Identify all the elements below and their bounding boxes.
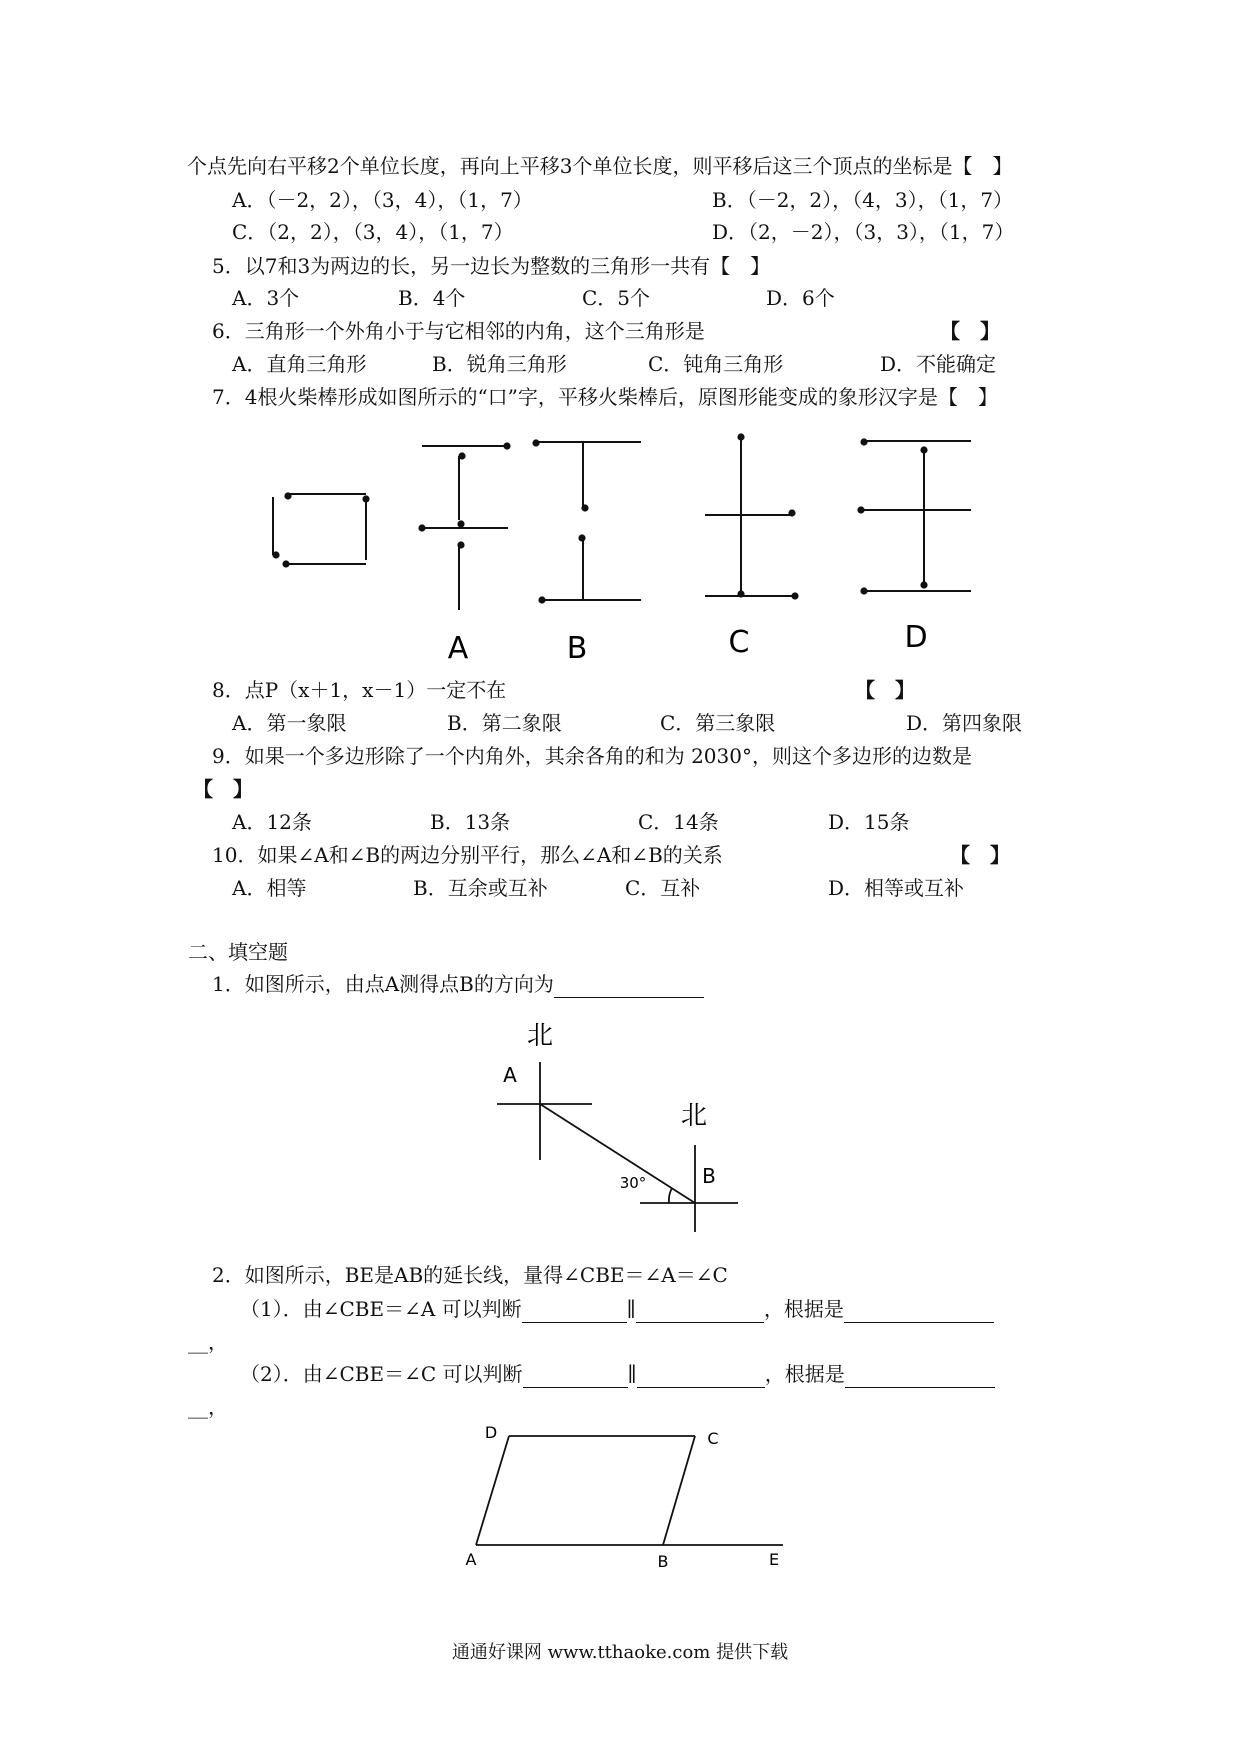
fill2-part1-basis: ，根据是 <box>763 1297 844 1321</box>
q7-stem: 7．4根火柴棒形成如图所示的“口”字，平移火柴棒后，原图形能变成的象形汉字是【 】 <box>212 385 998 409</box>
q10-stem: 10．如果∠A和∠B的两边分别平行，那么∠A和∠B的关系 <box>212 843 723 867</box>
fill2-part1-blank-1[interactable] <box>522 1300 627 1323</box>
point-b-label: B <box>657 1552 669 1570</box>
fill2-part2-text: （2）．由∠CBE＝∠C 可以判断 <box>240 1362 523 1386</box>
q7-label-a: A <box>447 631 469 666</box>
q5-option-c: C．5个 <box>582 286 651 310</box>
q8-option-a: A．第一象限 <box>232 711 347 735</box>
point-c-label: C <box>707 1429 719 1448</box>
q7-label-c: C <box>728 625 750 660</box>
fill2-part1-basis-blank[interactable] <box>844 1300 994 1323</box>
point-a-label: A <box>503 1063 517 1087</box>
q4-option-b: B．（－2，2），（4，3），（1，7） <box>712 188 1014 212</box>
fill2-part2-basis: ，根据是 <box>764 1362 845 1386</box>
q10-option-d: D．相等或互补 <box>828 876 965 900</box>
fill2-parallelogram-diagram <box>450 1420 800 1570</box>
fill2-stem: 2．如图所示，BE是AB的延长线，量得∠CBE＝∠A＝∠C <box>212 1263 728 1287</box>
q9-answer-bracket: 【 】 <box>193 777 253 801</box>
q9-option-a: A．12条 <box>232 810 312 834</box>
point-d-label: D <box>484 1423 498 1442</box>
page-footer: 通通好课网 www.tthaoke.com 提供下载 <box>451 1642 789 1663</box>
fill1-direction-diagram <box>480 1015 750 1235</box>
q10-answer-bracket: 【 】 <box>950 843 1010 867</box>
q5-option-d: D．6个 <box>766 286 835 310</box>
point-a-label: A <box>465 1550 477 1569</box>
q6-answer-bracket: 【 】 <box>940 319 1000 343</box>
q4-option-a: A．（－2，2），（3，4），（1，7） <box>232 188 533 212</box>
point-b-label: B <box>702 1164 716 1188</box>
q6-option-c: C．钝角三角形 <box>648 352 784 376</box>
fill2-part2-basis-blank[interactable] <box>845 1365 995 1388</box>
fill1-answer-blank[interactable] <box>554 975 704 998</box>
parallel-symbol: ∥ <box>626 1297 636 1321</box>
fill1-stem <box>212 970 704 998</box>
fill2-part2 <box>240 1360 995 1388</box>
q5-stem: 5．以7和3为两边的长，另一边长为整数的三角形一共有【 】 <box>212 254 771 278</box>
q8-option-b: B．第二象限 <box>447 711 562 735</box>
q6-option-b: B．锐角三角形 <box>432 352 567 376</box>
q9-option-c: C．14条 <box>638 810 719 834</box>
q4-option-c: C．（2，2），（3，4），（1，7） <box>232 220 514 244</box>
north-label-b: 北 <box>680 1101 708 1131</box>
north-label-a: 北 <box>526 1021 554 1051</box>
fill2-part1-blank-2[interactable] <box>636 1300 764 1323</box>
q8-stem: 8．点P（x＋1，x－1）一定不在 <box>212 678 507 702</box>
q4-option-d: D．（2，－2），（3，3），（1，7） <box>712 220 1015 244</box>
q8-answer-bracket: 【 】 <box>855 678 915 702</box>
fill1-stem-text: 1．如图所示，由点A测得点B的方向为 <box>212 972 554 996</box>
q10-option-a: A．相等 <box>232 876 307 900</box>
q6-option-d: D．不能确定 <box>880 352 997 376</box>
q6-stem: 6．三角形一个外角小于与它相邻的内角，这个三角形是 <box>212 319 705 343</box>
angle-label: 30° <box>619 1174 647 1192</box>
fill2-part2-blank-2[interactable] <box>637 1365 765 1388</box>
q6-option-a: A．直角三角形 <box>232 352 367 376</box>
q8-option-c: C．第三象限 <box>660 711 776 735</box>
fill2-part1-tail: __， <box>188 1330 228 1354</box>
parallel-symbol: ∥ <box>627 1362 637 1386</box>
q7-label-d: D <box>904 620 928 655</box>
fill2-part2-blank-1[interactable] <box>523 1365 628 1388</box>
q4-stem: 个点先向右平移2个单位长度，再向上平移3个单位长度，则平移后这三个顶点的坐标是【 】 <box>187 154 1013 178</box>
fill2-part1-text: （1）．由∠CBE＝∠A 可以判断 <box>240 1297 522 1321</box>
fill2-part2-tail: __， <box>188 1395 228 1419</box>
q8-option-d: D．第四象限 <box>906 711 1023 735</box>
fill2-part1 <box>240 1295 994 1323</box>
q10-option-b: B．互余或互补 <box>413 876 548 900</box>
q9-option-b: B．13条 <box>430 810 511 834</box>
q7-matchstick-figures <box>0 420 1240 670</box>
q10-option-c: C．互补 <box>625 876 701 900</box>
q7-label-b: B <box>566 631 588 666</box>
point-e-label: E <box>768 1550 780 1569</box>
q5-option-a: A．3个 <box>232 286 300 310</box>
q9-option-d: D．15条 <box>828 810 910 834</box>
q5-option-b: B．4个 <box>398 286 466 310</box>
section-title: 二、填空题 <box>188 940 288 964</box>
q9-stem: 9．如果一个多边形除了一个内角外，其余各角的和为 2030°，则这个多边形的边数是 <box>212 744 972 768</box>
